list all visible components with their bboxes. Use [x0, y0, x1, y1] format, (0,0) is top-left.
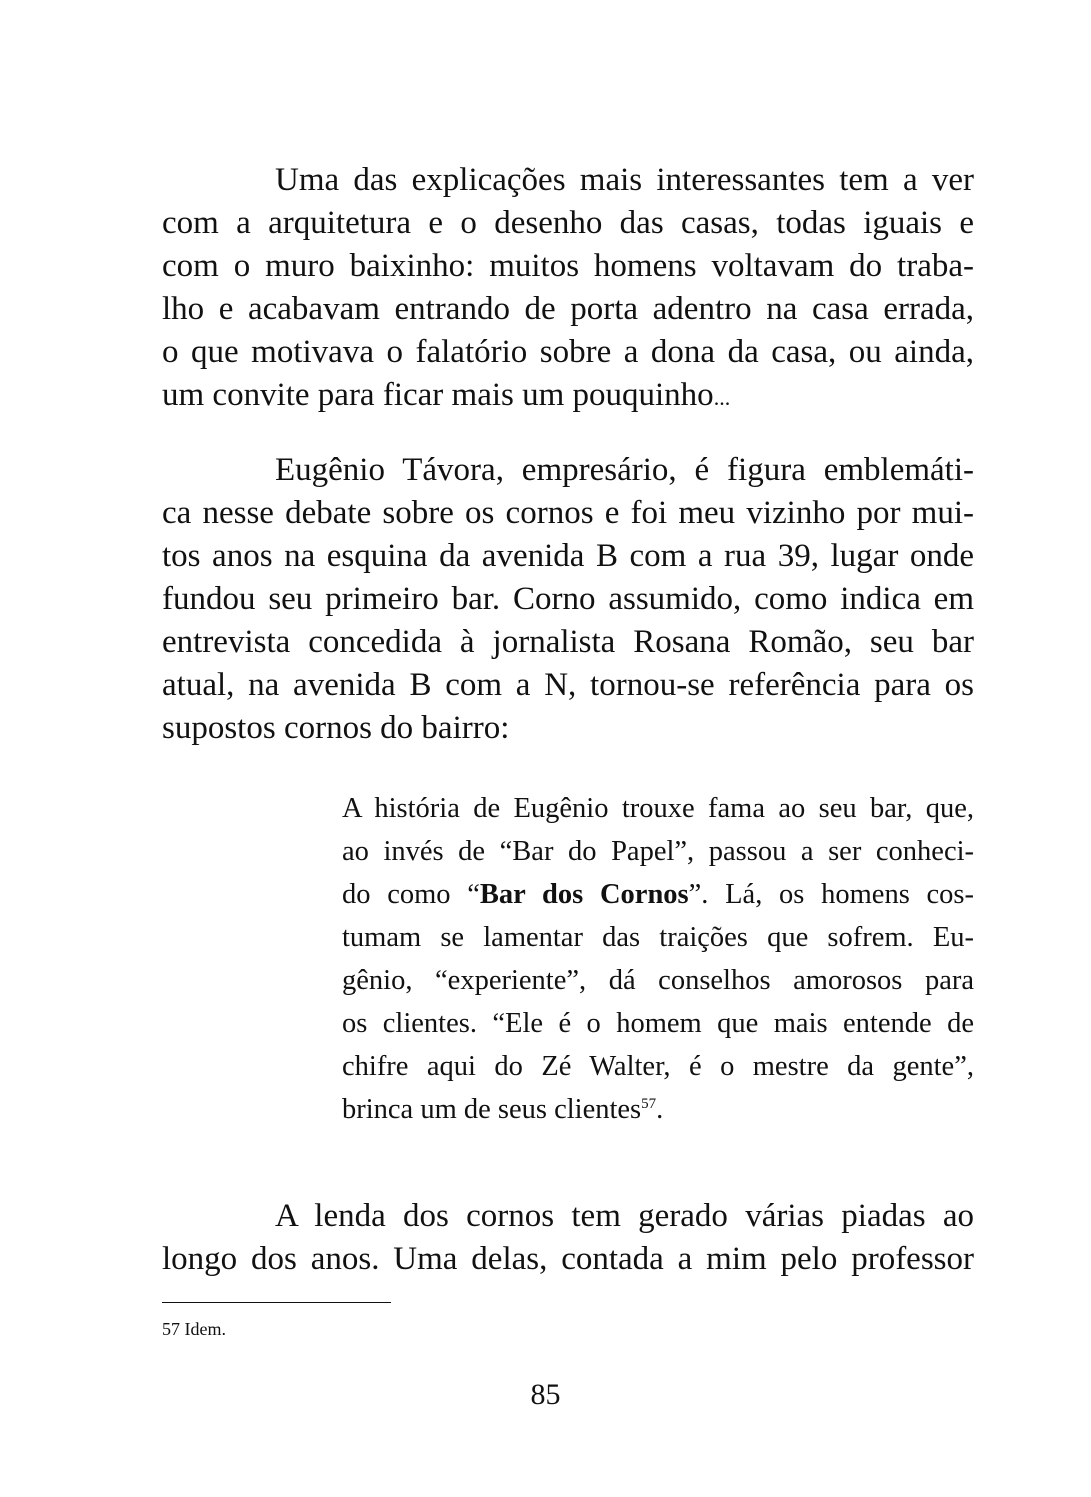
- quote-line-4: tumam se lamentar das traições que sofrem. Eu-: [342, 922, 974, 953]
- paragraph-1-line-2: com a arquitetura e o desenho das casas, todas iguais e: [162, 205, 974, 241]
- quote-line-8-end: .: [656, 1094, 664, 1125]
- paragraph-3-line-1: A lenda dos cornos tem gerado várias piadas ao: [275, 1198, 974, 1234]
- paragraph-1-line-3: com o muro baixinho: muitos homens voltavam do traba-: [162, 248, 974, 284]
- footnote-text: 57 Idem.: [162, 1319, 226, 1339]
- paragraph-1-line-1: Uma das explicações mais interessantes tem a ver: [275, 162, 974, 198]
- quote-line-3: [342, 881, 974, 910]
- quote-line-1: A história de Eugênio trouxe fama ao seu bar, que,: [342, 793, 974, 824]
- bar-dos-cornos-bold: Bar dos Cornos: [479, 879, 689, 910]
- quote-line-6: os clientes. “Ele é o homem que mais entende de: [342, 1008, 974, 1039]
- quote-line-3-after: ”. Lá, os homens cos-: [688, 879, 974, 910]
- paragraph-2-line-7: supostos cornos do bairro:: [162, 710, 510, 746]
- paragraph-2-line-1: Eugênio Távora, empresário, é figura emblemáti-: [275, 452, 974, 488]
- paragraph-2-line-4: fundou seu primeiro bar. Corno assumido, como indica em: [162, 581, 974, 617]
- paragraph-1-line-6-text: um convite para ficar mais um pouquinho: [162, 377, 714, 413]
- quote-line-2: ao invés de “Bar do Papel”, passou a ser conheci-: [342, 836, 974, 867]
- quote-line-8-text: brinca um de seus clientes: [342, 1094, 642, 1125]
- paragraph-1-line-6: [162, 379, 974, 412]
- footnote-divider: [162, 1302, 391, 1303]
- paragraph-2-line-6: atual, na avenida B com a N, tornou-se referência para os: [162, 667, 974, 703]
- paragraph-2-line-3: tos anos na esquina da avenida B com a rua 39, lugar onde: [162, 538, 974, 574]
- quote-line-8: [342, 1096, 974, 1125]
- quote-line-7: chifre aqui do Zé Walter, é o mestre da gente”,: [342, 1051, 974, 1082]
- page-number: 85: [530, 1378, 561, 1411]
- ellipsis: ...: [713, 385, 731, 410]
- footnote-reference: 57: [641, 1096, 657, 1112]
- paragraph-3-line-2: longo dos anos. Uma delas, contada a mim pelo professor: [162, 1241, 974, 1277]
- paragraph-2-line-2: ca nesse debate sobre os cornos e foi meu vizinho por mui-: [162, 495, 974, 531]
- quote-line-3-before: do como “: [342, 879, 480, 910]
- paragraph-2-line-5: entrevista concedida à jornalista Rosana Romão, seu bar: [162, 624, 974, 660]
- quote-line-5: gênio, “experiente”, dá conselhos amorosos para: [342, 965, 974, 996]
- paragraph-1-line-5: o que motivava o falatório sobre a dona da casa, ou ainda,: [162, 334, 974, 370]
- paragraph-1-line-4: lho e acabavam entrando de porta adentro na casa errada,: [162, 291, 974, 327]
